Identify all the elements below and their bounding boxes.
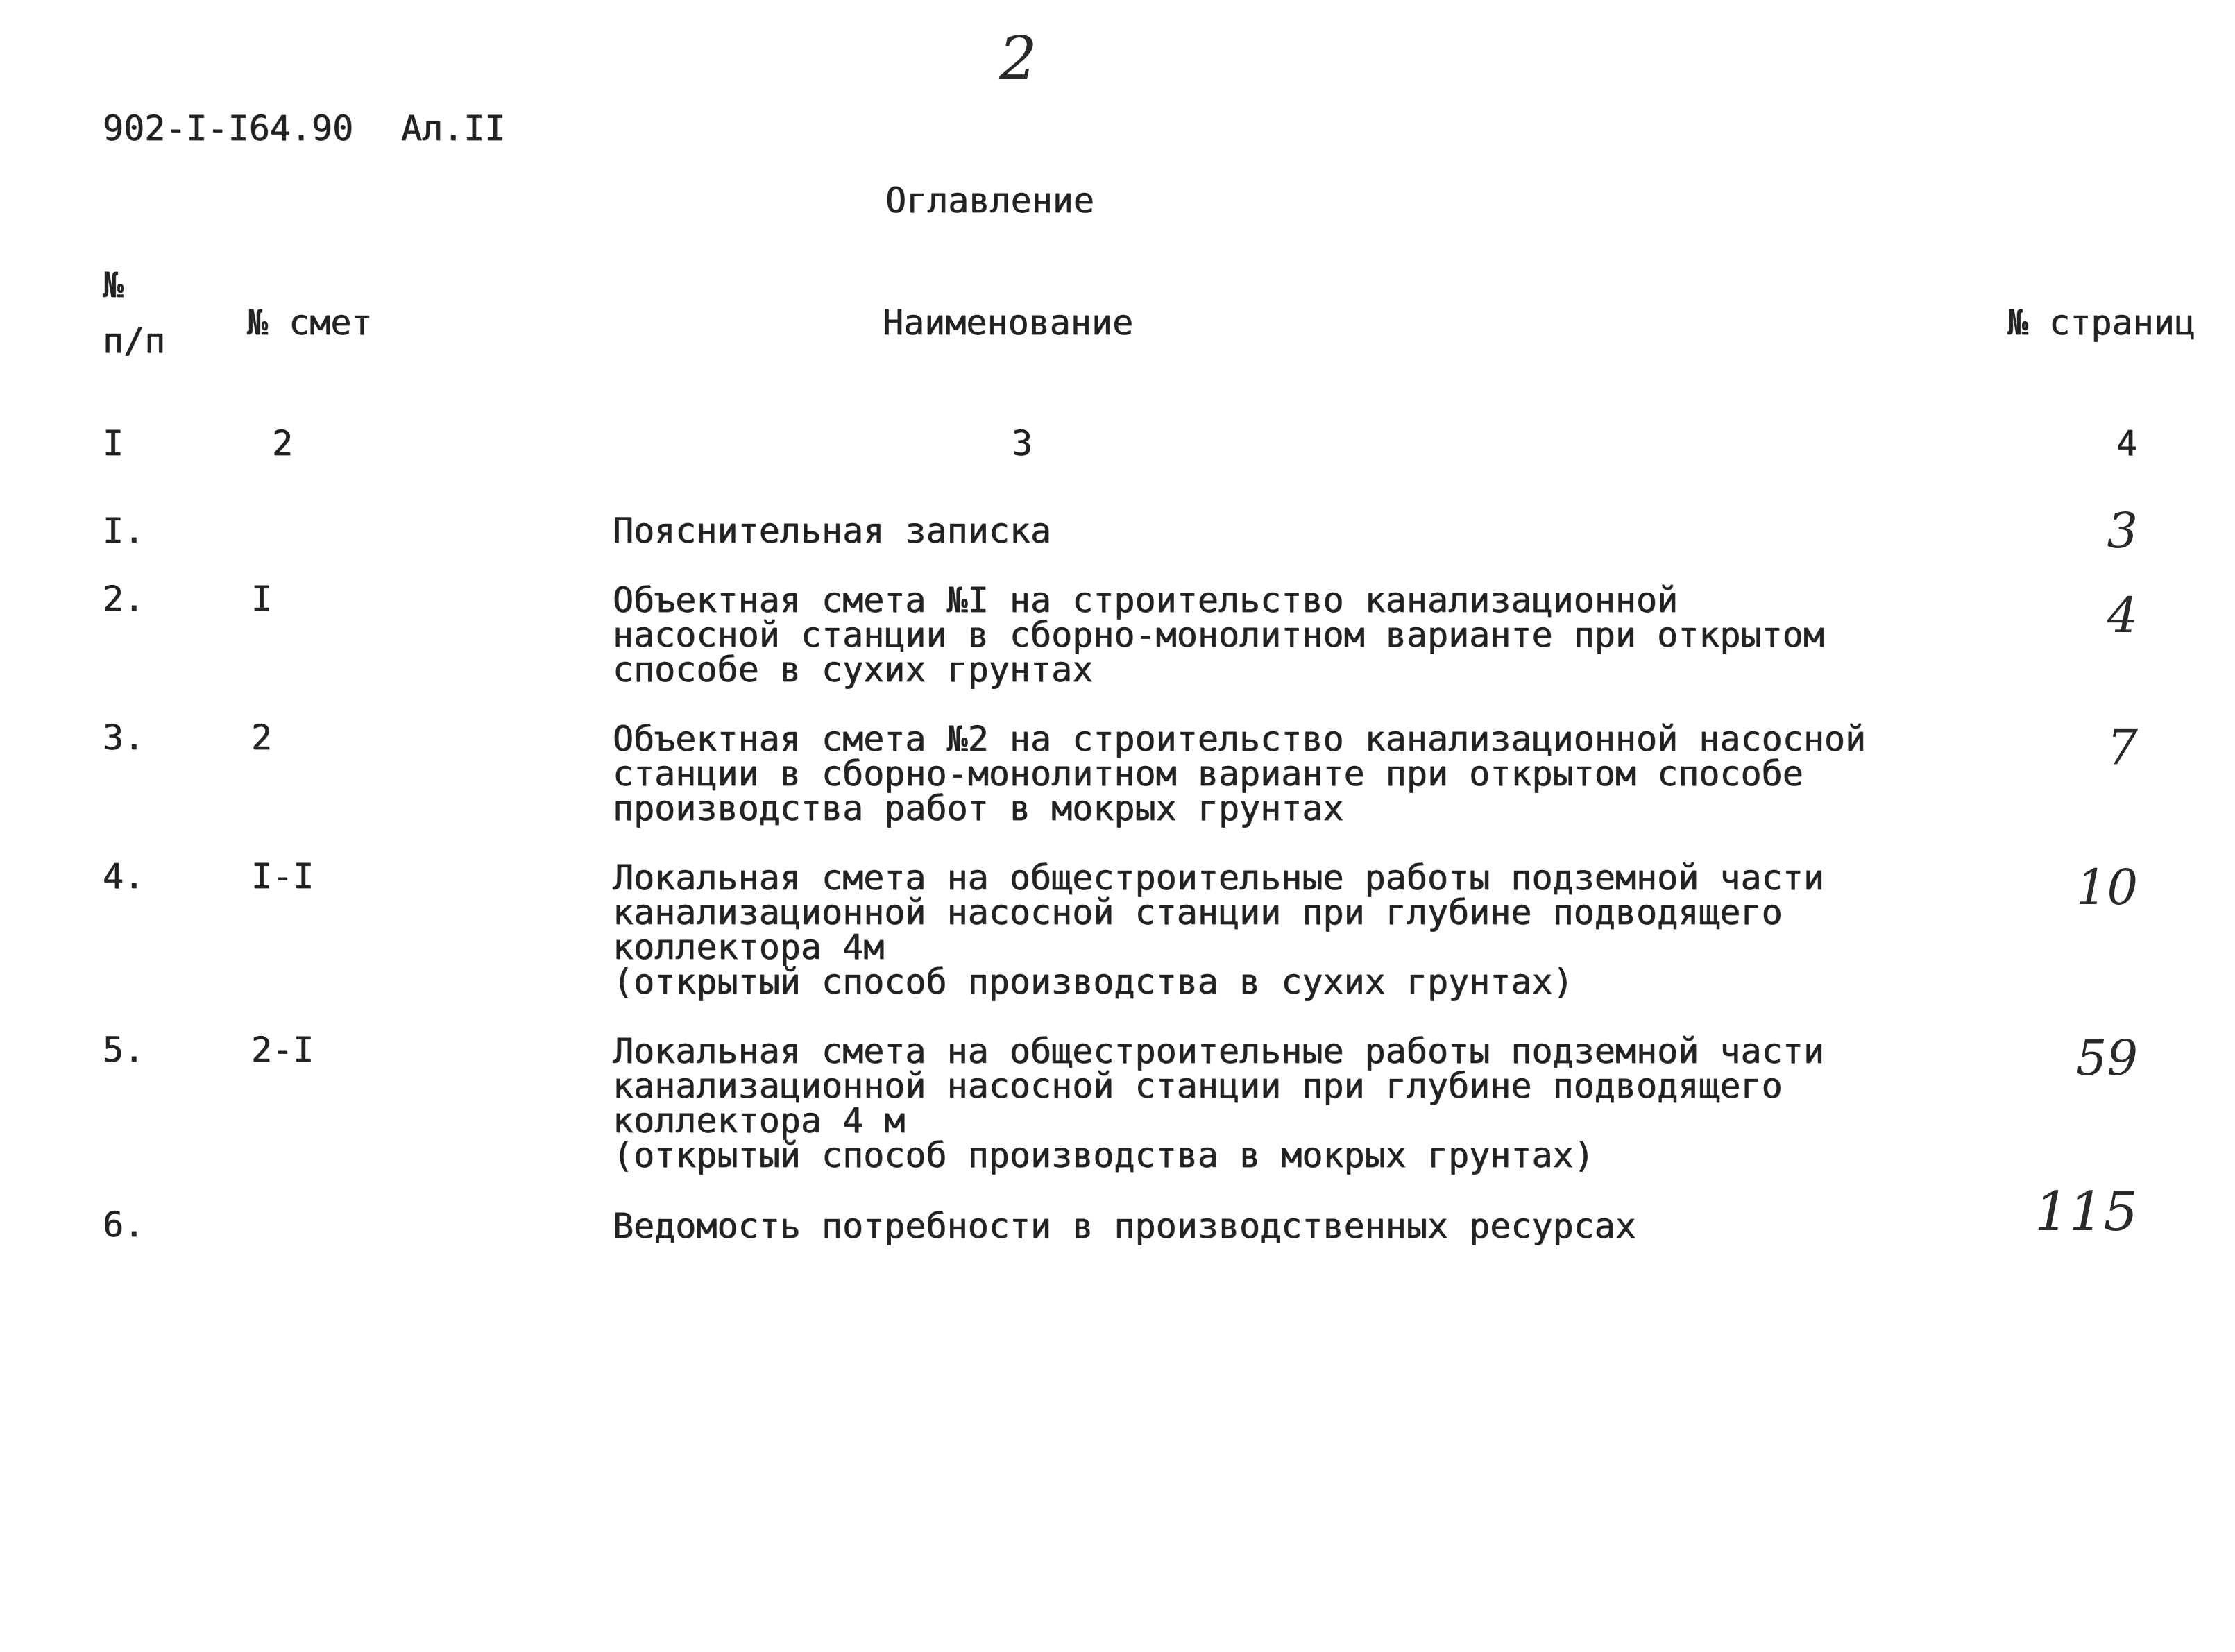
- column-index-4: 4: [2116, 423, 2138, 463]
- row-estimate: 2: [251, 717, 273, 758]
- row-name-line: канализационной насосной станции при глубине подводящего: [613, 892, 1783, 933]
- row-name-line: Локальная смета на общестроительные работы подземной части: [613, 1031, 1824, 1071]
- row-estimate: I-I: [251, 856, 314, 896]
- row-index: 6.: [103, 1204, 145, 1245]
- row-index: 2.: [103, 579, 145, 619]
- row-name-line: Пояснительная записка: [613, 511, 1052, 551]
- row-index: 3.: [103, 717, 145, 758]
- row-name-line: Объектная смета №I на строительство канализационной: [613, 580, 1679, 620]
- header-page: № страниц: [2007, 303, 2195, 343]
- row-estimate: 2-I: [251, 1030, 314, 1070]
- row-index: 4.: [103, 856, 145, 896]
- row-name-line: Объектная смета №2 на строительство канализационной насосной: [613, 719, 1867, 759]
- page-title: Оглавление: [885, 180, 1095, 221]
- row-page-number: 7: [2107, 719, 2138, 776]
- row-estimate: I: [251, 579, 273, 619]
- row-page-number: 115: [2034, 1181, 2138, 1243]
- column-index-1: I: [103, 423, 124, 463]
- table-row: [613, 511, 2000, 551]
- document-code: 902-I-I64.90: [103, 108, 354, 148]
- row-name-line: станции в сборно-монолитном варианте при открытом способе: [613, 753, 1803, 794]
- album-label: Ал.II: [401, 108, 506, 148]
- row-name-line: канализационной насосной станции при глубине подводящего: [613, 1066, 1783, 1106]
- row-index: I.: [103, 511, 145, 551]
- row-name-line: (открытый способ производства в сухих грунтах): [613, 962, 1574, 1002]
- row-page-number: 4: [2107, 587, 2138, 644]
- row-name-line: коллектора 4м: [613, 927, 885, 967]
- row-name-line: (открытый способ производства в мокрых грунтах): [613, 1135, 1595, 1175]
- table-row: [613, 858, 2000, 1002]
- row-name-line: Ведомость потребности в производственных ресурсах: [613, 1206, 1637, 1246]
- column-index-3: 3: [1012, 423, 1033, 463]
- header-number-symbol: №: [103, 265, 124, 305]
- row-page-number: 3: [2107, 502, 2138, 559]
- row-name-line: коллектора 4 м: [613, 1100, 906, 1141]
- header-name: Наименование: [883, 303, 1134, 343]
- table-row: [613, 1031, 2000, 1175]
- row-name-line: способе в сухих грунтах: [613, 649, 1094, 690]
- column-index-2: 2: [272, 423, 294, 463]
- row-index: 5.: [103, 1030, 145, 1070]
- sheet-number: 2: [999, 24, 1037, 94]
- row-name-line: Локальная смета на общестроительные работы подземной части: [613, 858, 1824, 898]
- table-row: [613, 580, 2000, 690]
- row-name-line: насосной станции в сборно-монолитном варианте при открытом: [613, 615, 1824, 655]
- row-page-number: 59: [2075, 1030, 2138, 1087]
- row-name-line: производства работ в мокрых грунтах: [613, 788, 1344, 828]
- header-estimate: № смет: [247, 303, 373, 343]
- row-page-number: 10: [2075, 859, 2138, 916]
- header-number-label: п/п: [103, 321, 166, 361]
- table-row: [613, 1206, 2000, 1246]
- table-row: [613, 719, 2000, 828]
